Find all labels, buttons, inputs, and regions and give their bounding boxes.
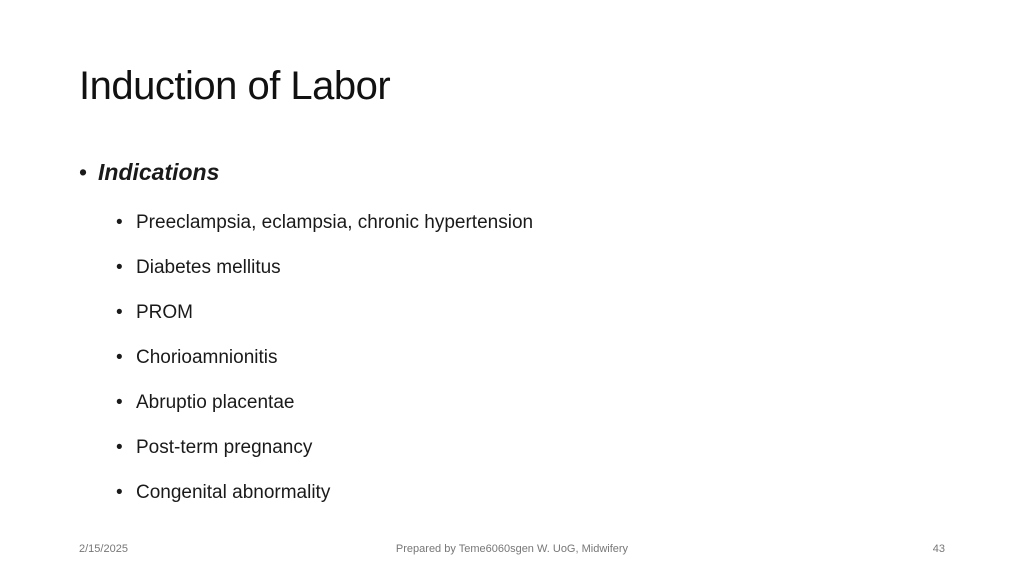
sub-bullet-item <box>116 335 533 380</box>
bullet-icon: • <box>116 436 123 458</box>
bullet-icon: • <box>116 391 123 413</box>
sub-bullet-item <box>116 245 533 290</box>
bullet-icon: • <box>116 301 123 323</box>
sub-bullet-text: Abruptio placentae <box>136 391 295 413</box>
bullet-heading: Indications <box>98 158 220 185</box>
page-number: 43 <box>932 543 945 555</box>
bullet-item-indications <box>79 154 533 515</box>
bullet-icon: • <box>116 211 123 233</box>
sub-bullet-text: Diabetes mellitus <box>136 256 281 278</box>
sub-bullet-text: Congenital abnormality <box>136 481 331 503</box>
sub-bullet-text: Post-term pregnancy <box>136 436 313 458</box>
sub-bullet-item <box>116 200 533 245</box>
bullet-list <box>79 154 533 515</box>
sub-bullet-list <box>79 200 533 515</box>
bullet-icon: • <box>116 481 123 503</box>
sub-bullet-item <box>116 470 533 515</box>
bullet-icon: • <box>79 158 88 185</box>
slide-title: Induction of Labor <box>79 64 391 108</box>
bullet-icon: • <box>116 346 123 368</box>
sub-bullet-item <box>116 290 533 335</box>
sub-bullet-text: Chorioamnionitis <box>136 346 278 368</box>
bullet-heading-row <box>79 154 533 190</box>
sub-bullet-item <box>116 425 533 470</box>
sub-bullet-text: PROM <box>136 301 193 323</box>
sub-bullet-item <box>116 380 533 425</box>
sub-bullet-text: Preeclampsia, eclampsia, chronic hypertension <box>136 211 534 233</box>
footer-date: 2/15/2025 <box>79 543 128 555</box>
bullet-icon: • <box>116 256 123 278</box>
footer-text: Prepared by Teme6060sgen W. UoG, Midwifery <box>395 543 629 555</box>
